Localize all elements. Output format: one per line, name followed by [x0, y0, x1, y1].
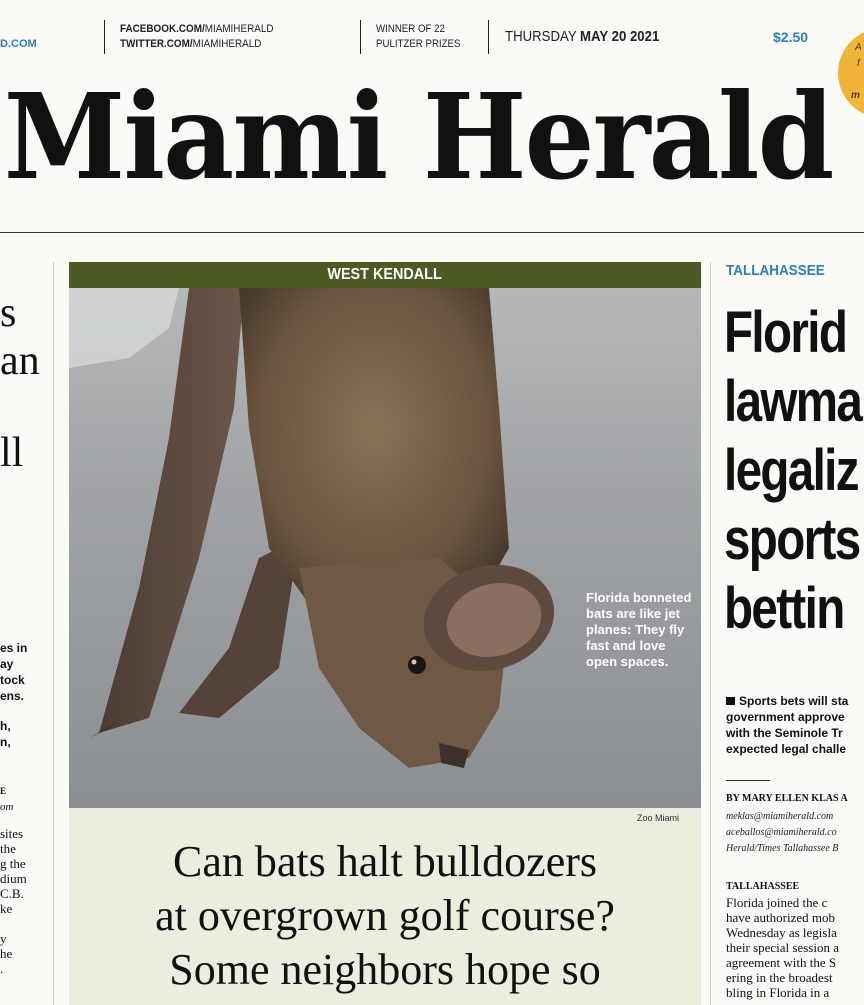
left-headline-fragment: ll [0, 430, 24, 476]
main-headline[interactable]: Can bats halt bulldozers at overgrown golf course? Some neighbors hope so [155, 837, 615, 994]
issue-date: THURSDAY MAY 20 2021 [505, 28, 660, 45]
masthead-divider [104, 20, 105, 54]
bullet-square-icon [726, 697, 735, 705]
left-deck-fragment: es in ay tock ens. [0, 641, 28, 703]
social-links [120, 22, 273, 52]
byline-rule [726, 780, 770, 781]
site-url-fragment: D.COM [0, 38, 37, 50]
facebook-link[interactable]: FACEBOOK.COM/MIAMIHERALD [120, 23, 274, 35]
bat-illustration [69, 288, 701, 808]
left-headline-fragment: an [0, 338, 40, 384]
issue-price: $2.50 [773, 29, 809, 45]
masthead-rule [0, 232, 864, 233]
right-headline[interactable]: Florid lawma legaliz sports bettin [724, 300, 862, 641]
bat-photo[interactable] [69, 288, 701, 808]
right-contacts: meklas@miamiherald.com aceballos@miamiherald.co Herald/Times Tallahassee B [726, 811, 839, 854]
column-divider [710, 262, 711, 1005]
section-label-west-kendall: WEST KENDALL [69, 262, 701, 288]
section-label-tallahassee: TALLAHASSEE [726, 262, 825, 279]
left-body-fragment: sites the g the dium C.B. ke y he . [0, 826, 27, 976]
left-byline-fragment: E [0, 786, 7, 796]
nameplate-logo: Miami Herald [3, 67, 833, 206]
column-divider [53, 262, 54, 1005]
photo-credit: Zoo Miami [637, 813, 680, 823]
left-headline-fragment: s [0, 290, 17, 336]
right-byline: BY MARY ELLEN KLAS A [726, 793, 848, 804]
masthead-divider [360, 20, 361, 54]
promo-badge: A f m [838, 28, 864, 118]
email-link[interactable]: aceballos@miamiherald.co [726, 827, 837, 838]
left-deck-fragment: h, n, [0, 719, 11, 749]
twitter-link[interactable]: TWITTER.COM/MIAMIHERALD [120, 38, 262, 50]
photo-caption: Florida bonneted bats are like jet planes: They fly fast and love open spaces. [586, 590, 692, 669]
left-contact-fragment: om [0, 801, 14, 813]
right-body-text: Florida joined the c have authorized mob Wednesday as legisla their special session a agreement with the S ering in the broadest bling in Florida in a [726, 895, 839, 1000]
right-dateline: TALLAHASSEE [726, 881, 800, 892]
email-link[interactable]: meklas@miamiherald.com [726, 811, 834, 822]
pulitzer-note: WINNER OF 22 PULITZER PRIZES [376, 23, 461, 50]
masthead-divider [488, 20, 489, 54]
right-deck: Sports bets will sta government approve with the Seminole Tr expected legal challe [726, 694, 849, 756]
